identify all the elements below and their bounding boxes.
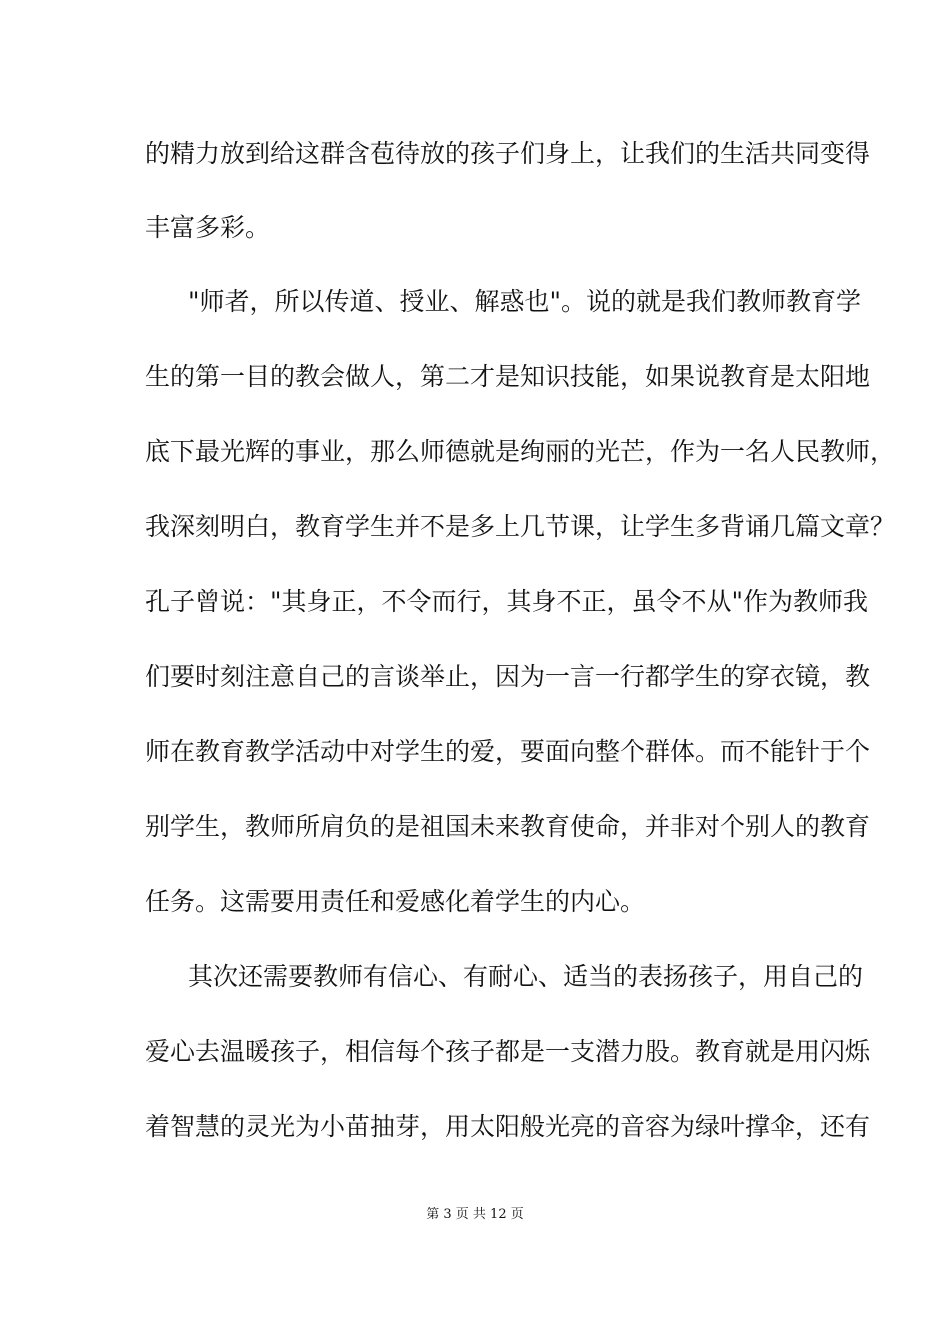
text-line: 着智慧的灵光为小苗抽芽，用太阳般光亮的音容为绿叶撑伞，还有: [145, 1112, 871, 1141]
text-line: 生的第一目的教会做人，第二才是知识技能，如果说教育是太阳地: [145, 362, 871, 391]
text-line: 任务。这需要用责任和爱感化着学生的内心。: [145, 887, 646, 916]
text-line: 我深刻明白，教育学生并不是多上几节课，让学生多背诵几篇文章？: [145, 512, 896, 541]
text-line: 爱心去温暖孩子，相信每个孩子都是一支潜力股。教育就是用闪烁: [145, 1037, 871, 1066]
text-line: 孔子曾说："其身正，不令而行，其身不正，虽令不从"作为教师我: [145, 587, 869, 616]
text-line: 底下最光辉的事业，那么师德就是绚丽的光芒，作为一名人民教师，: [145, 437, 896, 466]
text-line: 的精力放到给这群含苞待放的孩子们身上，让我们的生活共同变得: [145, 139, 871, 168]
text-line: 其次还需要教师有信心、有耐心、适当的表扬孩子，用自己的: [188, 962, 864, 991]
text-line: 师在教育教学活动中对学生的爱，要面向整个群体。而不能针于个: [145, 737, 871, 766]
page-number-footer: 第 3 页 共 12 页: [426, 1207, 524, 1222]
text-line: "师者，所以传道、授业、解惑也"。说的就是我们教师教育学: [188, 287, 862, 316]
text-line: 们要时刻注意自己的言谈举止，因为一言一行都学生的穿衣镜，教: [145, 662, 871, 691]
text-line: 丰富多彩。: [145, 213, 271, 242]
text-line: 别学生，教师所肩负的是祖国未来教育使命，并非对个别人的教育: [145, 812, 871, 841]
